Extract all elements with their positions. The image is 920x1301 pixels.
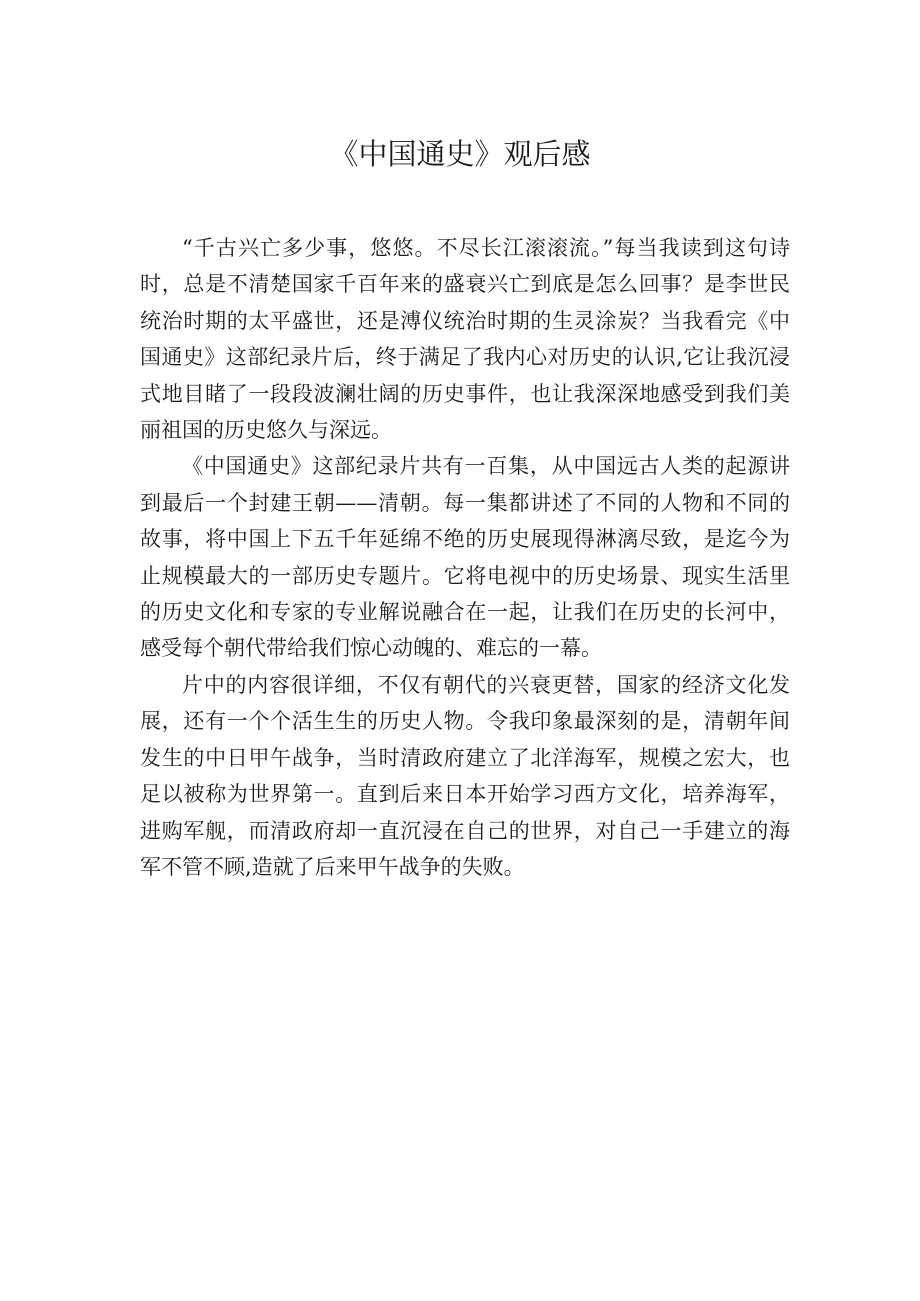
paragraph-1: “千古兴亡多少事，悠悠。不尽长江滚滚流。”每当我读到这句诗时，总是不清楚国家千百年来的盛衰兴亡到底是怎么回事？是李世民统治时期的太平盛世，还是溥仪统治时期的生灵涂炭？当我看完《中国通史》这部纪录片后，终于满足了我内心对历史的认识,它让我沉浸式地目睹了一段段波澜壮阔的历史事件，也让我深深地感受到我们美丽祖国的历史悠久与深远。 xyxy=(140,236,790,443)
paragraph-3: 片中的内容很详细，不仅有朝代的兴衰更替，国家的经济文化发展，还有一个个活生生的历史人物。令我印象最深刻的是，清朝年间发生的中日甲午战争，当时清政府建立了北洋海军，规模之宏大，也足以被称为世界第一。直到后来日本开始学习西方文化，培养海军，进购军舰，而清政府却一直沉浸在自己的世界，对自己一手建立的海军不管不顾,造就了后来甲午战争的失败。 xyxy=(140,672,790,879)
document-title: 《中国通史》观后感 xyxy=(329,137,591,171)
paragraph-2: 《中国通史》这部纪录片共有一百集，从中国远古人类的起源讲到最后一个封建王朝——清朝。每一集都讲述了不同的人物和不同的故事，将中国上下五千年延绵不绝的历史展现得淋漓尽致，是迄今为止规模最大的一部历史专题片。它将电视中的历史场景、现实生活里的历史文化和专家的专业解说融合在一起，让我们在历史的长河中，感受每个朝代带给我们惊心动魄的、难忘的一幕。 xyxy=(140,454,790,661)
document-body xyxy=(140,230,790,885)
